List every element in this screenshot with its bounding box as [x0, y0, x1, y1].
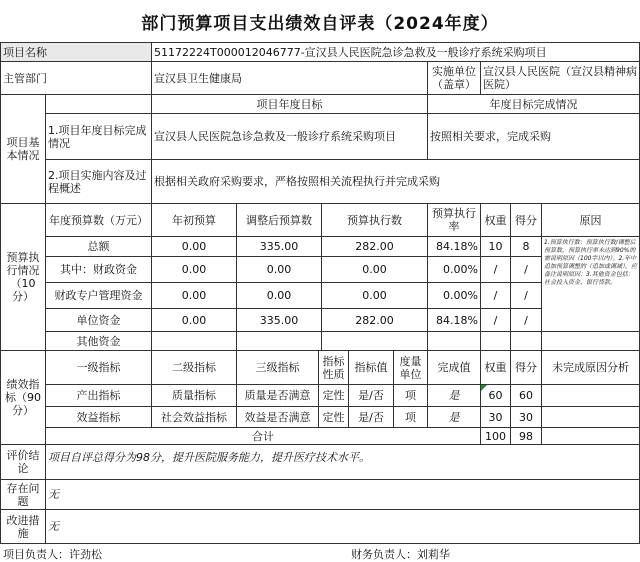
basic-info-label: 项目基本情况 [0, 94, 46, 204]
budget-reason-blank [541, 331, 640, 351]
total-score: 98 [510, 427, 542, 445]
perf-cell: 60 [510, 384, 542, 407]
total-reason [541, 427, 640, 445]
budget-header: 调整后预算数 [236, 203, 322, 237]
budget-header: 年度预算数（万元） [45, 203, 152, 237]
dept-value: 宣汉县卫生健康局 [151, 61, 428, 95]
perf-cell [541, 406, 640, 428]
fix-text: 无 [45, 509, 640, 544]
issue-text: 无 [45, 479, 640, 510]
perf-cell: 是/否 [348, 406, 394, 428]
perf-cell: 效益指标 [45, 406, 152, 428]
project-name-label: 项目名称 [0, 42, 152, 62]
budget-cell: / [510, 256, 542, 283]
perf-header: 二级指标 [151, 350, 237, 385]
budget-row-name: 单位资金 [45, 308, 152, 332]
budget-cell: 0.00 [236, 256, 322, 283]
total-label: 合计 [45, 427, 481, 445]
budget-cell: 282.00 [321, 308, 428, 332]
perf-cell: 质量是否满意 [236, 384, 319, 407]
budget-reason-note: 1.预算执行数：预算执行数/调整后预算数，预算执行率未达到90%的需说明原因（100字以内）。2.年中追加预算调整的（追加或调减），应备注说明原因；3.其他资金包括：社会投入资金、银行贷款。 [541, 236, 640, 332]
budget-cell: 335.00 [236, 308, 322, 332]
impl-content-text: 根据相关政府采购要求，严格按照相关流程执行并完成采购 [151, 159, 640, 204]
budget-cell [510, 331, 542, 351]
perf-cell: 效益是否满意 [236, 406, 319, 428]
budget-cell [321, 331, 428, 351]
perf-cell: 是/否 [348, 384, 394, 407]
goal-text: 宣汉县人民医院急诊急救及一般诊疗系统采购项目 [151, 113, 428, 160]
budget-row-name: 其中：财政资金 [45, 256, 152, 283]
perf-cell: 产出指标 [45, 384, 152, 407]
perf-cell: 30 [510, 406, 542, 428]
perf-header: 得分 [510, 350, 542, 385]
eval-label: 评价结论 [0, 444, 46, 480]
budget-row-name: 其他资金 [45, 331, 152, 351]
perf-header: 度量单位 [393, 350, 428, 385]
budget-cell: 84.18% [427, 308, 481, 332]
dept-label: 主管部门 [0, 61, 152, 95]
budget-cell [480, 331, 511, 351]
perf-cell: 是 [427, 406, 481, 428]
budget-cell: 8 [510, 236, 542, 257]
budget-header: 得分 [510, 203, 542, 237]
perf-cell: 质量指标 [151, 384, 237, 407]
perf-cell: 定性 [318, 384, 349, 407]
budget-cell [236, 331, 322, 351]
perf-cell: 项 [393, 384, 428, 407]
budget-cell: 10 [480, 236, 511, 257]
budget-cell [427, 331, 481, 351]
perf-cell: 30 [480, 406, 511, 428]
budget-cell [151, 331, 237, 351]
budget-cell: 0.00 [236, 282, 322, 309]
budget-header: 预算执行率 [427, 203, 481, 237]
eval-text: 项目自评总得分为98分，提升医院服务能力，提升医疗技术水平。 [45, 444, 640, 480]
total-weight: 100 [480, 427, 511, 445]
budget-cell: / [480, 308, 511, 332]
budget-header: 预算执行数 [321, 203, 428, 237]
finance-leader: 财务负责人：刘莉华 [351, 548, 450, 561]
budget-cell: / [510, 282, 542, 309]
budget-cell: 0.00 [321, 256, 428, 283]
budget-cell: 0.00 [151, 282, 237, 309]
budget-cell: / [480, 282, 511, 309]
budget-row-name: 总额 [45, 236, 152, 257]
budget-cell: 0.00 [151, 256, 237, 283]
impl-content-label: 2.项目实施内容及过程概述 [45, 159, 152, 204]
budget-header: 年初预算 [151, 203, 237, 237]
fix-label: 改进措施 [0, 509, 46, 544]
perf-cell: 项 [393, 406, 428, 428]
done-text: 按照相关要求，完成采购 [427, 113, 640, 160]
perf-cell: 是 [427, 384, 481, 407]
budget-cell: 0.00 [321, 282, 428, 309]
perf-cell: 定性 [318, 406, 349, 428]
project-name-value: 51172224T000012046777-宣汉县人民医院急诊急救及一般诊疗系统采购项目 [151, 42, 640, 62]
budget-cell: 0.00% [427, 256, 481, 283]
perf-label: 绩效指标（90分） [0, 350, 46, 445]
perf-header: 三级指标 [236, 350, 319, 385]
perf-header: 权重 [480, 350, 511, 385]
issue-label: 存在问题 [0, 479, 46, 510]
budget-header: 权重 [480, 203, 511, 237]
page-title: 部门预算项目支出绩效自评表（2024年度） [141, 13, 499, 34]
budget-cell: 0.00 [151, 236, 237, 257]
perf-cell: 60 [480, 384, 511, 407]
perf-header: 一级指标 [45, 350, 152, 385]
budget-row-name: 财政专户管理资金 [45, 282, 152, 309]
done-header: 年度目标完成情况 [427, 94, 640, 114]
project-leader: 项目负责人：许劲松 [3, 548, 102, 561]
budget-label: 预算执行情况（10分） [0, 203, 46, 351]
perf-header: 未完成原因分析 [541, 350, 640, 385]
budget-cell: 0.00% [427, 282, 481, 309]
basic-header-blank [45, 94, 152, 114]
perf-cell [541, 384, 640, 407]
budget-header: 原因 [541, 203, 640, 237]
budget-cell: / [480, 256, 511, 283]
impl-value: 宣汉县人民医院（宣汉县精神病医院） [480, 61, 640, 95]
budget-cell: 84.18% [427, 236, 481, 257]
budget-cell: 282.00 [321, 236, 428, 257]
perf-header: 指标值 [348, 350, 394, 385]
budget-cell: 0.00 [151, 308, 237, 332]
goal-header: 项目年度目标 [151, 94, 428, 114]
budget-cell: / [510, 308, 542, 332]
budget-cell: 335.00 [236, 236, 322, 257]
goal-completion-label: 1.项目年度目标完成情况 [45, 113, 152, 160]
perf-cell: 社会效益指标 [151, 406, 237, 428]
impl-label: 实施单位（盖章） [427, 61, 481, 95]
perf-header: 指标性质 [318, 350, 349, 385]
perf-header: 完成值 [427, 350, 481, 385]
